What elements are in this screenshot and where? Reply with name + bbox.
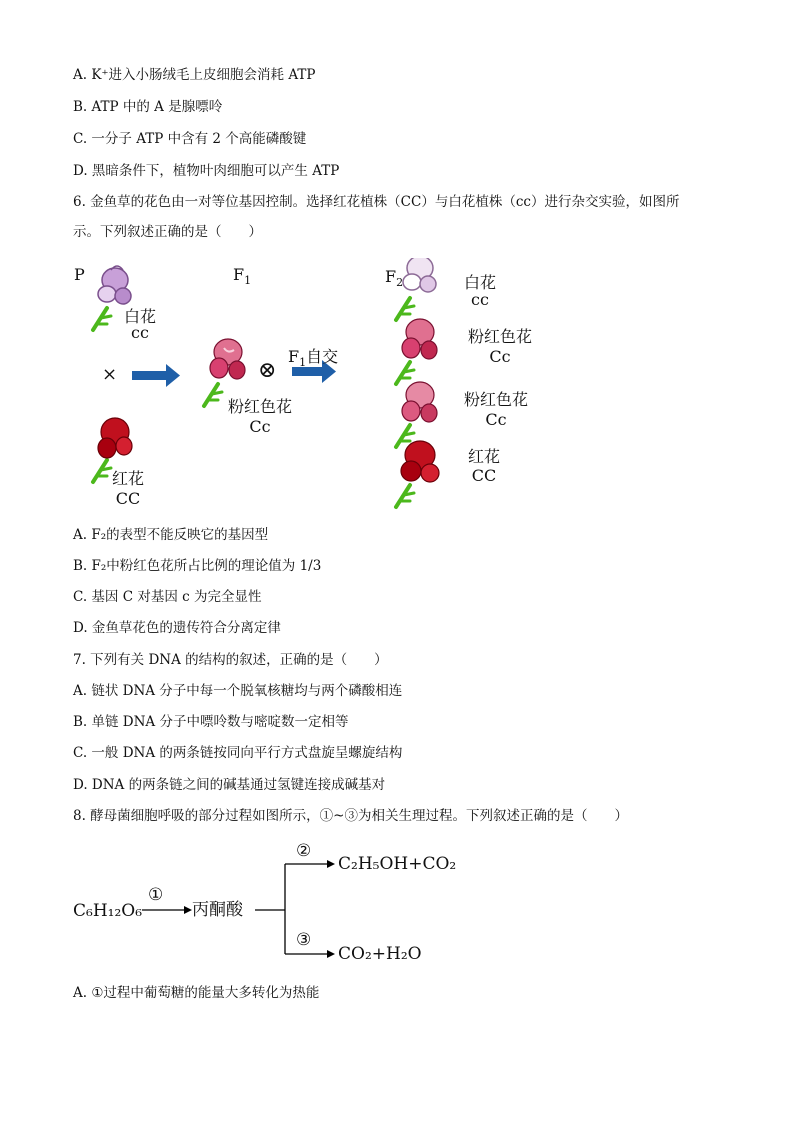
step-1-marker: ① — [148, 885, 164, 905]
product-2: C₂H₅OH+CO₂ — [338, 854, 457, 874]
q8-option-a: A. ①过程中葡萄糖的能量大多转化为热能 — [73, 985, 320, 1001]
step-2-marker: ② — [296, 841, 312, 861]
q6-stem-line2: 示。下列叙述正确的是（ ） — [73, 224, 262, 240]
q6-stem-line1: 6. 金鱼草的花色由一对等位基因控制。选择红花植株（CC）与白花植株（cc）进行杂交实验，如图所 — [73, 194, 680, 210]
f1-pink-name: 粉红色花 — [227, 397, 292, 416]
intermediate-pyruvate: 丙酮酸 — [192, 900, 243, 920]
parent-white-genotype: cc — [131, 323, 149, 342]
q7-option-b: B. 单链 DNA 分子中嘌呤数与嘧啶数一定相等 — [73, 714, 349, 730]
q7-option-d: D. DNA 的两条链之间的碱基通过氢键连接成碱基对 — [73, 777, 386, 793]
q6-option-d: D. 金鱼草花色的遗传符合分离定律 — [73, 620, 281, 636]
f1-pink-genotype: Cc — [249, 417, 271, 436]
self-symbol: ⊗ — [258, 358, 277, 383]
label-p: P — [74, 265, 85, 284]
q6-option-c: C. 基因 C 对基因 c 为完全显性 — [73, 589, 262, 605]
parent-white-name: 白花 — [123, 307, 156, 326]
f2-pink-flower-icon-2 — [396, 382, 437, 447]
parent-red-name: 红花 — [111, 469, 144, 488]
q5-option-c: C. 一分子 ATP 中含有 2 个高能磷酸键 — [73, 131, 307, 147]
cross-arrow-icon — [132, 364, 180, 387]
q7-option-a: A. 链状 DNA 分子中每一个脱氧核糖均与两个磷酸相连 — [73, 683, 403, 699]
q7-option-c: C. 一般 DNA 的两条链按同向平行方式盘旋呈螺旋结构 — [73, 745, 403, 761]
f2-pink-flower-icon-1 — [396, 319, 437, 384]
q8-stem: 8. 酵母菌细胞呼吸的部分过程如图所示，①~③为相关生理过程。下列叙述正确的是（ ） — [73, 808, 628, 824]
q8-respiration-figure — [70, 838, 490, 973]
label-f1: $F_1$ — [233, 265, 252, 288]
f2-item-1-genotype: cc — [471, 290, 489, 309]
q7-stem: 7. 下列有关 DNA 的结构的叙述，正确的是（ ） — [73, 652, 388, 668]
parent-red-genotype: CC — [115, 489, 141, 508]
f2-item-4-name: 红花 — [467, 447, 500, 466]
label-f2: $F_2$ — [385, 267, 404, 290]
f2-item-3-genotype: Cc — [485, 410, 507, 429]
f2-item-1-name: 白花 — [463, 273, 496, 292]
q6-option-a: A. F₂的表型不能反映它的基因型 — [73, 527, 269, 543]
f2-item-4-genotype: CC — [471, 466, 497, 485]
reactant-glucose: C₆H₁₂O₆ — [73, 901, 143, 921]
f2-item-2-name: 粉红色花 — [467, 327, 532, 346]
self-label: $F_1$自交 — [288, 347, 339, 370]
cross-symbol: × — [102, 364, 118, 385]
q5-option-a: A. K⁺进入小肠绒毛上皮细胞会消耗 ATP — [73, 67, 316, 83]
f2-item-2-genotype: Cc — [489, 347, 511, 366]
cross-diagram-graphics — [70, 258, 630, 513]
f1-pink-flower-icon — [204, 339, 245, 406]
f2-red-flower-icon — [396, 441, 439, 507]
q5-option-d: D. 黑暗条件下，植物叶肉细胞可以产生 ATP — [73, 163, 340, 179]
q5-option-b: B. ATP 中的 A 是腺嘌呤 — [73, 99, 223, 115]
product-3: CO₂+H₂O — [338, 944, 422, 964]
q6-cross-figure — [70, 258, 630, 513]
f2-item-3-name: 粉红色花 — [463, 390, 528, 409]
q6-option-b: B. F₂中粉红色花所占比例的理论值为 1/3 — [73, 558, 322, 574]
step-3-marker: ③ — [296, 930, 312, 950]
